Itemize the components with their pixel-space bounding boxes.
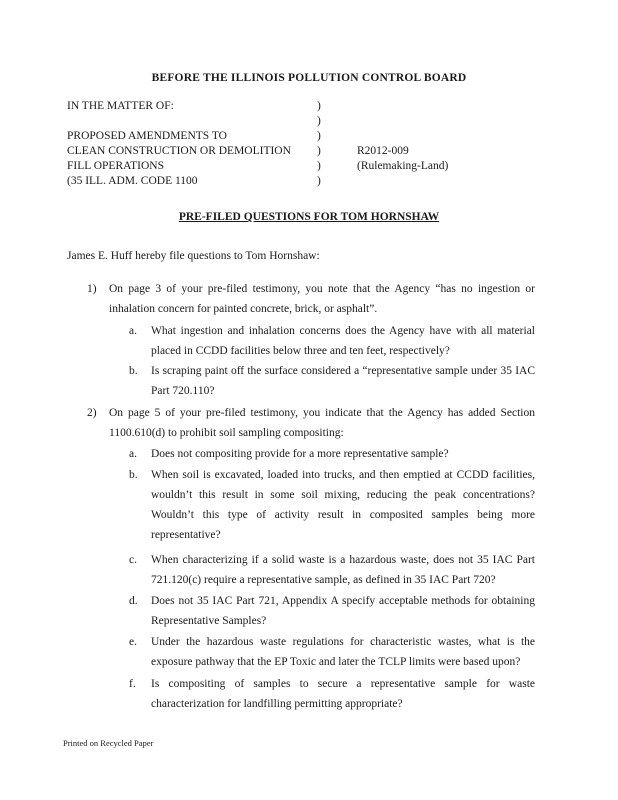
caption-paren: ): [317, 175, 321, 187]
caption-line: PROPOSED AMENDMENTS TO: [67, 130, 227, 142]
question-text: On page 5 of your pre-filed testimony, you indicate that the Agency has added Section 1100.610(d) to prohibit soil sampling compositing:: [109, 407, 535, 439]
sub-letter: f.: [129, 678, 136, 690]
caption-line: CLEAN CONSTRUCTION OR DEMOLITION: [67, 145, 291, 157]
question-2e: [129, 632, 535, 672]
sub-letter: b.: [129, 469, 138, 481]
sub-letter: c.: [129, 554, 137, 566]
question-number: 2): [87, 407, 97, 419]
caption-line: (35 ILL. ADM. CODE 1100: [67, 175, 198, 187]
question-number: 1): [87, 283, 97, 295]
question-2a: [129, 444, 535, 464]
sub-letter: b.: [129, 365, 138, 377]
caption-paren: ): [317, 160, 321, 172]
intro-paragraph: James E. Huff hereby file questions to Tom Hornshaw:: [67, 250, 320, 262]
question-2f: [129, 674, 535, 714]
caption-line: FILL OPERATIONS: [67, 160, 165, 172]
question-2c: [129, 550, 535, 590]
question-2d: [129, 591, 535, 631]
sub-text: Under the hazardous waste regulations for characteristic wastes, what is the exposure pathway that the EP Toxic and later the TCLP limits were based upon?: [151, 636, 535, 668]
question-1b: [129, 361, 535, 401]
sub-text: Is compositing of samples to secure a representative sample for waste characterization for landfilling permitting appropriate?: [151, 678, 535, 710]
sub-letter: d.: [129, 595, 138, 607]
sub-text: When characterizing if a solid waste is a hazardous waste, does not 35 IAC Part 721.120(c) require a representative sample, as defined in 35 IAC Part 720?: [151, 554, 535, 586]
sub-letter: e.: [129, 636, 137, 648]
caption-line: IN THE MATTER OF:: [67, 100, 174, 112]
docket-number: R2012-009: [357, 145, 409, 157]
question-1: [87, 279, 535, 319]
question-2: [87, 403, 535, 443]
sub-text: When soil is excavated, loaded into trucks, and then emptied at CCDD facilities, wouldn’t this result in some soil mixing, reducing the peak concentrations? Wouldn’t this type of activity result in composited samples being more representative?: [151, 469, 535, 541]
question-1a: [129, 321, 535, 361]
sub-text: Does not compositing provide for a more representative sample?: [151, 448, 449, 460]
caption-paren: ): [317, 100, 321, 112]
sub-text: Does not 35 IAC Part 721, Appendix A specify acceptable methods for obtaining Representative Samples?: [151, 595, 535, 627]
sub-letter: a.: [129, 448, 137, 460]
sub-text: What ingestion and inhalation concerns does the Agency have with all material placed in CCDD facilities below three and ten feet, respectively?: [151, 325, 535, 357]
document-title: PRE-FILED QUESTIONS FOR TOM HORNSHAW: [178, 211, 440, 223]
question-text: On page 3 of your pre-filed testimony, you note that the Agency “has no ingestion or inhalation concern for painted concrete, brick, or asphalt”.: [109, 283, 535, 315]
sub-letter: a.: [129, 325, 137, 337]
question-2b: [129, 465, 535, 545]
board-heading: BEFORE THE ILLINOIS POLLUTION CONTROL BOARD: [151, 72, 467, 84]
caption-paren: ): [317, 115, 321, 127]
footer-note: Printed on Recycled Paper: [63, 738, 154, 748]
caption-paren: ): [317, 130, 321, 142]
docket-type: (Rulemaking-Land): [357, 160, 449, 172]
caption-paren: ): [317, 145, 321, 157]
sub-text: Is scraping paint off the surface considered a “representative sample under 35 IAC Part 720.110?: [151, 365, 535, 397]
